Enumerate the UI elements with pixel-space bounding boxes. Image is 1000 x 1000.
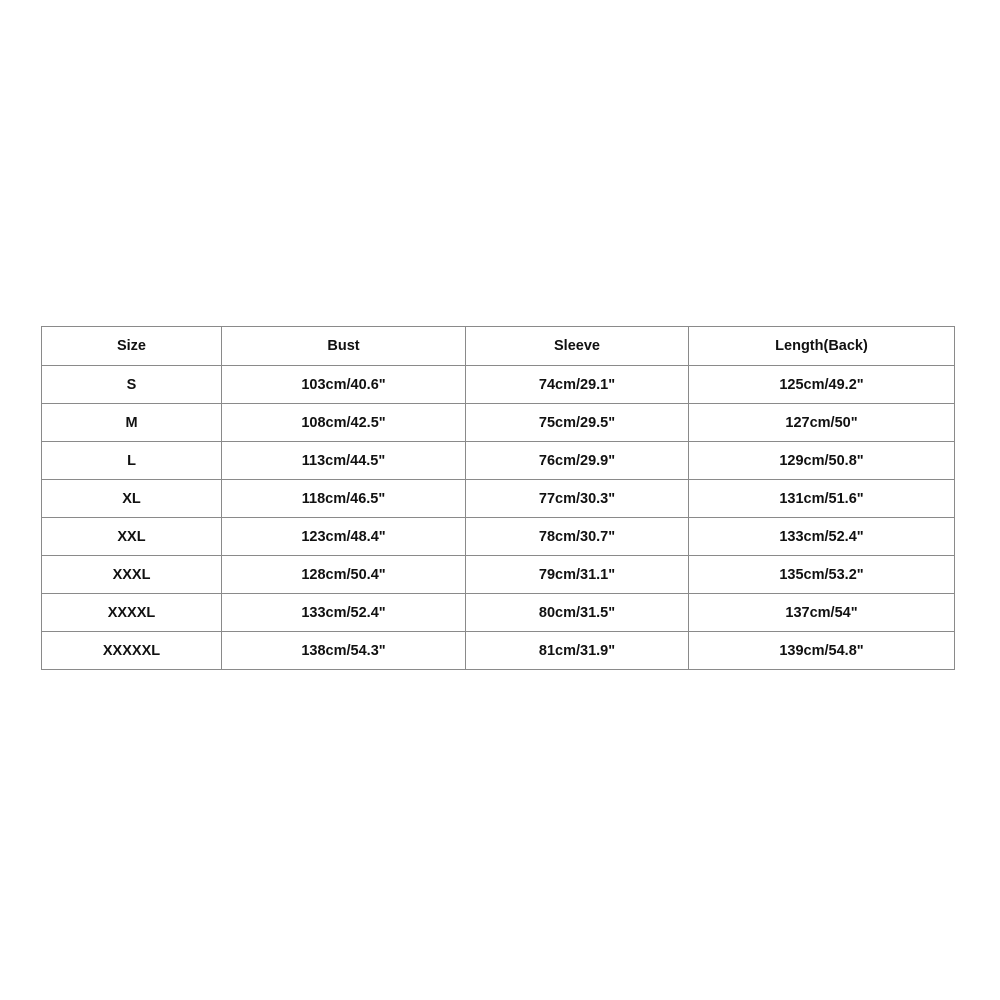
bust-cell: 138cm/54.3" xyxy=(222,632,466,670)
table-row xyxy=(42,556,955,594)
length-cell: 131cm/51.6" xyxy=(689,480,955,518)
bust-cell: 118cm/46.5" xyxy=(222,480,466,518)
header-length: Length(Back) xyxy=(689,327,955,366)
sleeve-cell: 80cm/31.5" xyxy=(466,594,689,632)
size-cell: S xyxy=(42,366,222,404)
bust-cell: 103cm/40.6" xyxy=(222,366,466,404)
sleeve-cell: 74cm/29.1" xyxy=(466,366,689,404)
sleeve-cell: 75cm/29.5" xyxy=(466,404,689,442)
size-chart-body xyxy=(42,327,955,670)
length-cell: 135cm/53.2" xyxy=(689,556,955,594)
table-row xyxy=(42,632,955,670)
header-row xyxy=(42,327,955,366)
sleeve-cell: 81cm/31.9" xyxy=(466,632,689,670)
sleeve-cell: 78cm/30.7" xyxy=(466,518,689,556)
size-cell: XXXXXL xyxy=(42,632,222,670)
table-row xyxy=(42,366,955,404)
size-cell: XXXL xyxy=(42,556,222,594)
length-cell: 133cm/52.4" xyxy=(689,518,955,556)
size-cell: L xyxy=(42,442,222,480)
length-cell: 127cm/50" xyxy=(689,404,955,442)
sleeve-cell: 79cm/31.1" xyxy=(466,556,689,594)
size-cell: XXXXL xyxy=(42,594,222,632)
length-cell: 137cm/54" xyxy=(689,594,955,632)
sleeve-cell: 77cm/30.3" xyxy=(466,480,689,518)
table-row xyxy=(42,442,955,480)
bust-cell: 108cm/42.5" xyxy=(222,404,466,442)
sleeve-cell: 76cm/29.9" xyxy=(466,442,689,480)
bust-cell: 128cm/50.4" xyxy=(222,556,466,594)
length-cell: 125cm/49.2" xyxy=(689,366,955,404)
bust-cell: 113cm/44.5" xyxy=(222,442,466,480)
length-cell: 139cm/54.8" xyxy=(689,632,955,670)
length-cell: 129cm/50.8" xyxy=(689,442,955,480)
size-chart-table xyxy=(41,326,955,670)
header-sleeve: Sleeve xyxy=(466,327,689,366)
table-row xyxy=(42,518,955,556)
bust-cell: 123cm/48.4" xyxy=(222,518,466,556)
table-row xyxy=(42,594,955,632)
size-cell: XL xyxy=(42,480,222,518)
header-size: Size xyxy=(42,327,222,366)
header-bust: Bust xyxy=(222,327,466,366)
table-row xyxy=(42,404,955,442)
bust-cell: 133cm/52.4" xyxy=(222,594,466,632)
size-cell: M xyxy=(42,404,222,442)
table-row xyxy=(42,480,955,518)
size-cell: XXL xyxy=(42,518,222,556)
